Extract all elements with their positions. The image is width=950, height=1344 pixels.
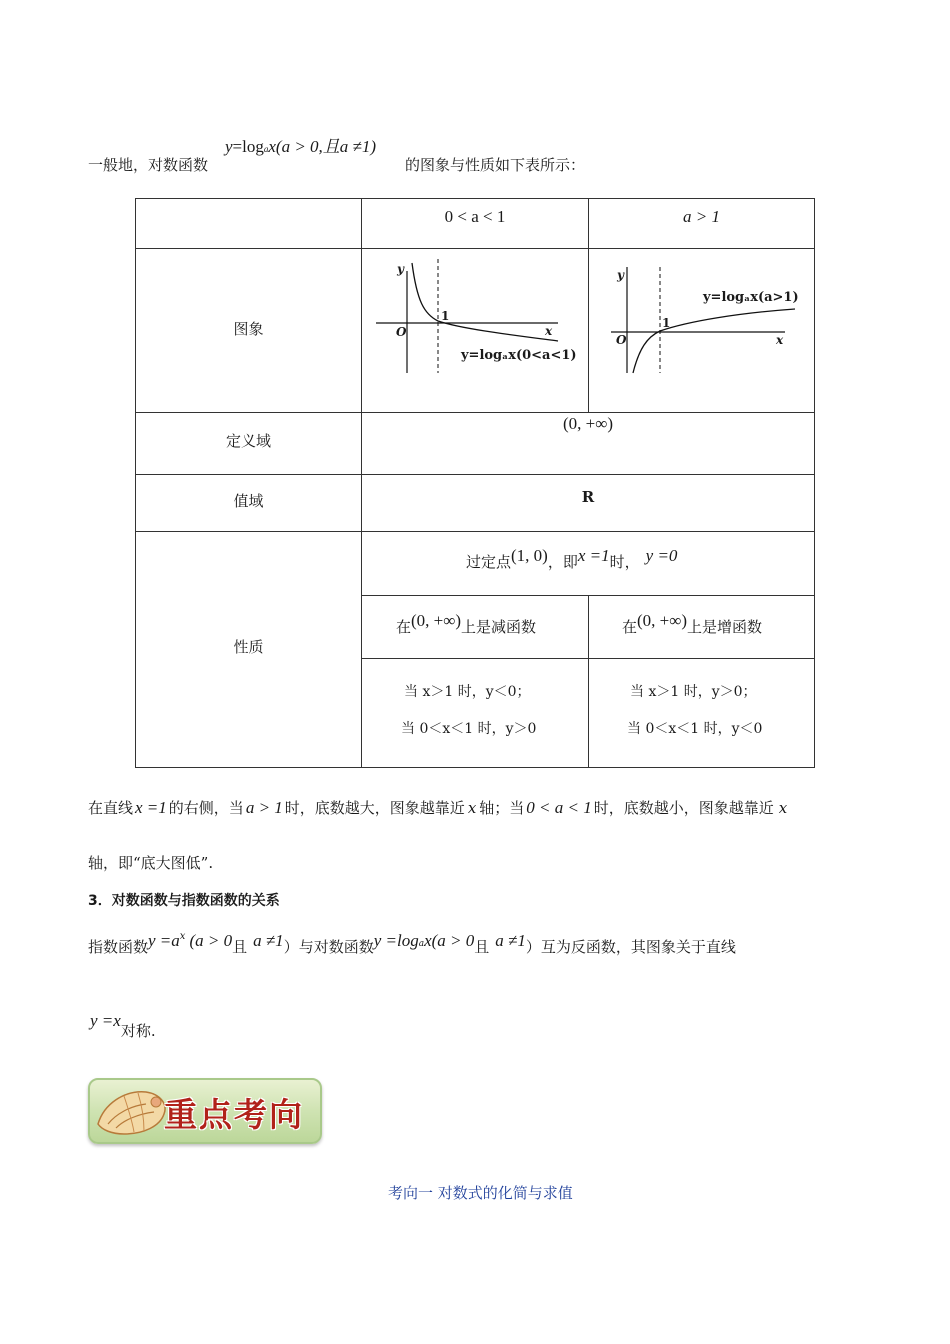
section-3-heading: 3．对数函数与指数函数的关系 bbox=[88, 893, 280, 909]
sign-right-line-1: 当 x＞1 时，y＞0； bbox=[630, 684, 757, 700]
graph-right-y-axis-label: y bbox=[617, 268, 624, 282]
row-label-range: 值域 bbox=[233, 492, 264, 510]
row-label-property: 性质 bbox=[233, 638, 264, 656]
intro-prefix: 一般地，对数函数 bbox=[88, 156, 209, 174]
fixed-point-line: 过定点(1, 0)，即x =1时， y =0 bbox=[466, 546, 678, 571]
graph-right-curve-label: y=logₐx(a>1) bbox=[703, 290, 799, 305]
monotonic-right: 在(0, +∞)上是增函数 bbox=[622, 611, 763, 636]
monotonic-left: 在(0, +∞)上是减函数 bbox=[396, 611, 537, 636]
section-3-paragraph-line2: y =x对称. bbox=[90, 1011, 156, 1040]
paragraph-base-comparison: 在直线 x =1 的右侧，当 a > 1 时，底数越大，图象越靠近 x 轴；当 0 < a < 1 时，底数越小，图象越靠近 x bbox=[88, 798, 788, 817]
row-label-domain: 定义域 bbox=[225, 432, 271, 450]
range-value: R bbox=[581, 488, 595, 506]
graph-left-curve-label: y=logₐx(0<a<1) bbox=[461, 348, 577, 363]
domain-value: (0, +∞) bbox=[562, 414, 614, 433]
intro-suffix: 的图象与性质如下表所示： bbox=[405, 156, 586, 174]
col-header-0-lt-a-lt-1: 0 < a < 1 bbox=[444, 207, 506, 226]
key-directions-badge bbox=[88, 1078, 322, 1144]
graph-right-x-axis-label: x bbox=[776, 333, 784, 347]
sign-left-line-2: 当 0＜x＜1 时，y＞0 bbox=[401, 721, 537, 737]
seashell-icon bbox=[94, 1084, 172, 1138]
sign-left-line-1: 当 x＞1 时，y＜0； bbox=[404, 684, 531, 700]
subheading-direction-one: 考向一 对数式的化简与求值 bbox=[388, 1184, 573, 1202]
col-header-a-gt-1: a > 1 bbox=[683, 207, 720, 226]
graph-left-y-axis-label: y bbox=[397, 262, 404, 276]
graph-left-one-label: 1 bbox=[441, 309, 450, 323]
badge-title: 重点考向 bbox=[164, 1095, 304, 1134]
graph-right-origin-label: O bbox=[616, 333, 627, 347]
graph-left-x-axis-label: x bbox=[545, 324, 553, 338]
paragraph-base-comparison-line2: 轴，即“底大图低”. bbox=[88, 854, 214, 872]
graph-right-one-label: 1 bbox=[662, 316, 671, 330]
graph-left-origin-label: O bbox=[396, 325, 407, 339]
sign-right-line-2: 当 0＜x＜1 时，y＜0 bbox=[627, 721, 763, 737]
intro-formula: y=logax(a > 0,且a ≠1) bbox=[225, 137, 377, 156]
section-3-paragraph: 指数函数$y =a^x$ (a > 0且 a ≠1）与对数函数y =logax(a > 0且 a ≠1）互为反函数，其图象关于直线 bbox=[88, 931, 736, 956]
row-label-graph: 图象 bbox=[233, 320, 264, 338]
